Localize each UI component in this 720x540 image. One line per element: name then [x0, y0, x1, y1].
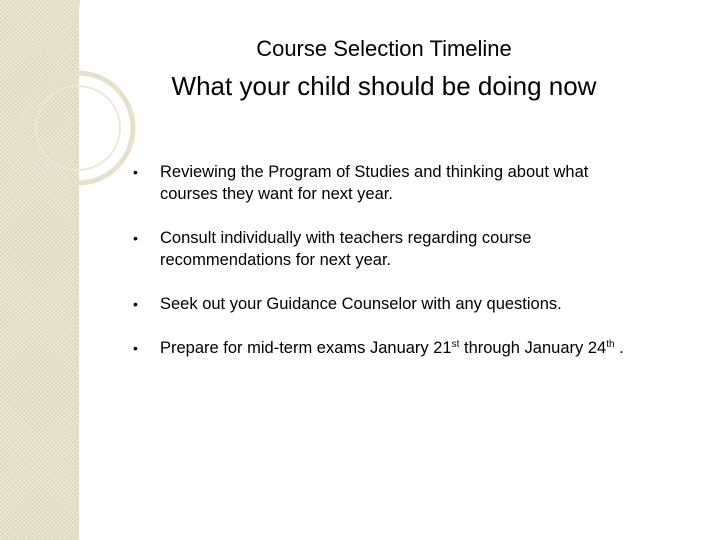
bullet-icon: •: [133, 164, 138, 180]
bullet-list: [133, 161, 643, 381]
bullet-text: Consult individually with teachers regarding course recommendations for next year.: [160, 229, 532, 269]
bullet-text-part: .: [614, 339, 624, 357]
list-item: [133, 337, 643, 359]
bullet-text-part: Prepare for mid-term exams January 21: [160, 339, 452, 357]
slide-title: Course Selection Timeline: [256, 36, 512, 61]
ordinal-suffix: th: [606, 339, 615, 350]
list-item: [133, 227, 643, 271]
bullet-icon: •: [133, 340, 138, 356]
list-item: [133, 293, 643, 315]
bullet-icon: •: [133, 296, 138, 312]
bullet-icon: •: [133, 230, 138, 246]
bullet-text: Seek out your Guidance Counselor with any questions.: [160, 295, 562, 313]
ordinal-suffix: st: [451, 339, 460, 350]
bullet-text: Reviewing the Program of Studies and thinking about what courses they want for next year.: [160, 163, 589, 203]
slide-subtitle: What your child should be doing now: [171, 71, 597, 101]
bullet-text-part: through January 24: [459, 339, 607, 357]
bullet-text: [160, 339, 624, 357]
list-item: [133, 161, 643, 205]
